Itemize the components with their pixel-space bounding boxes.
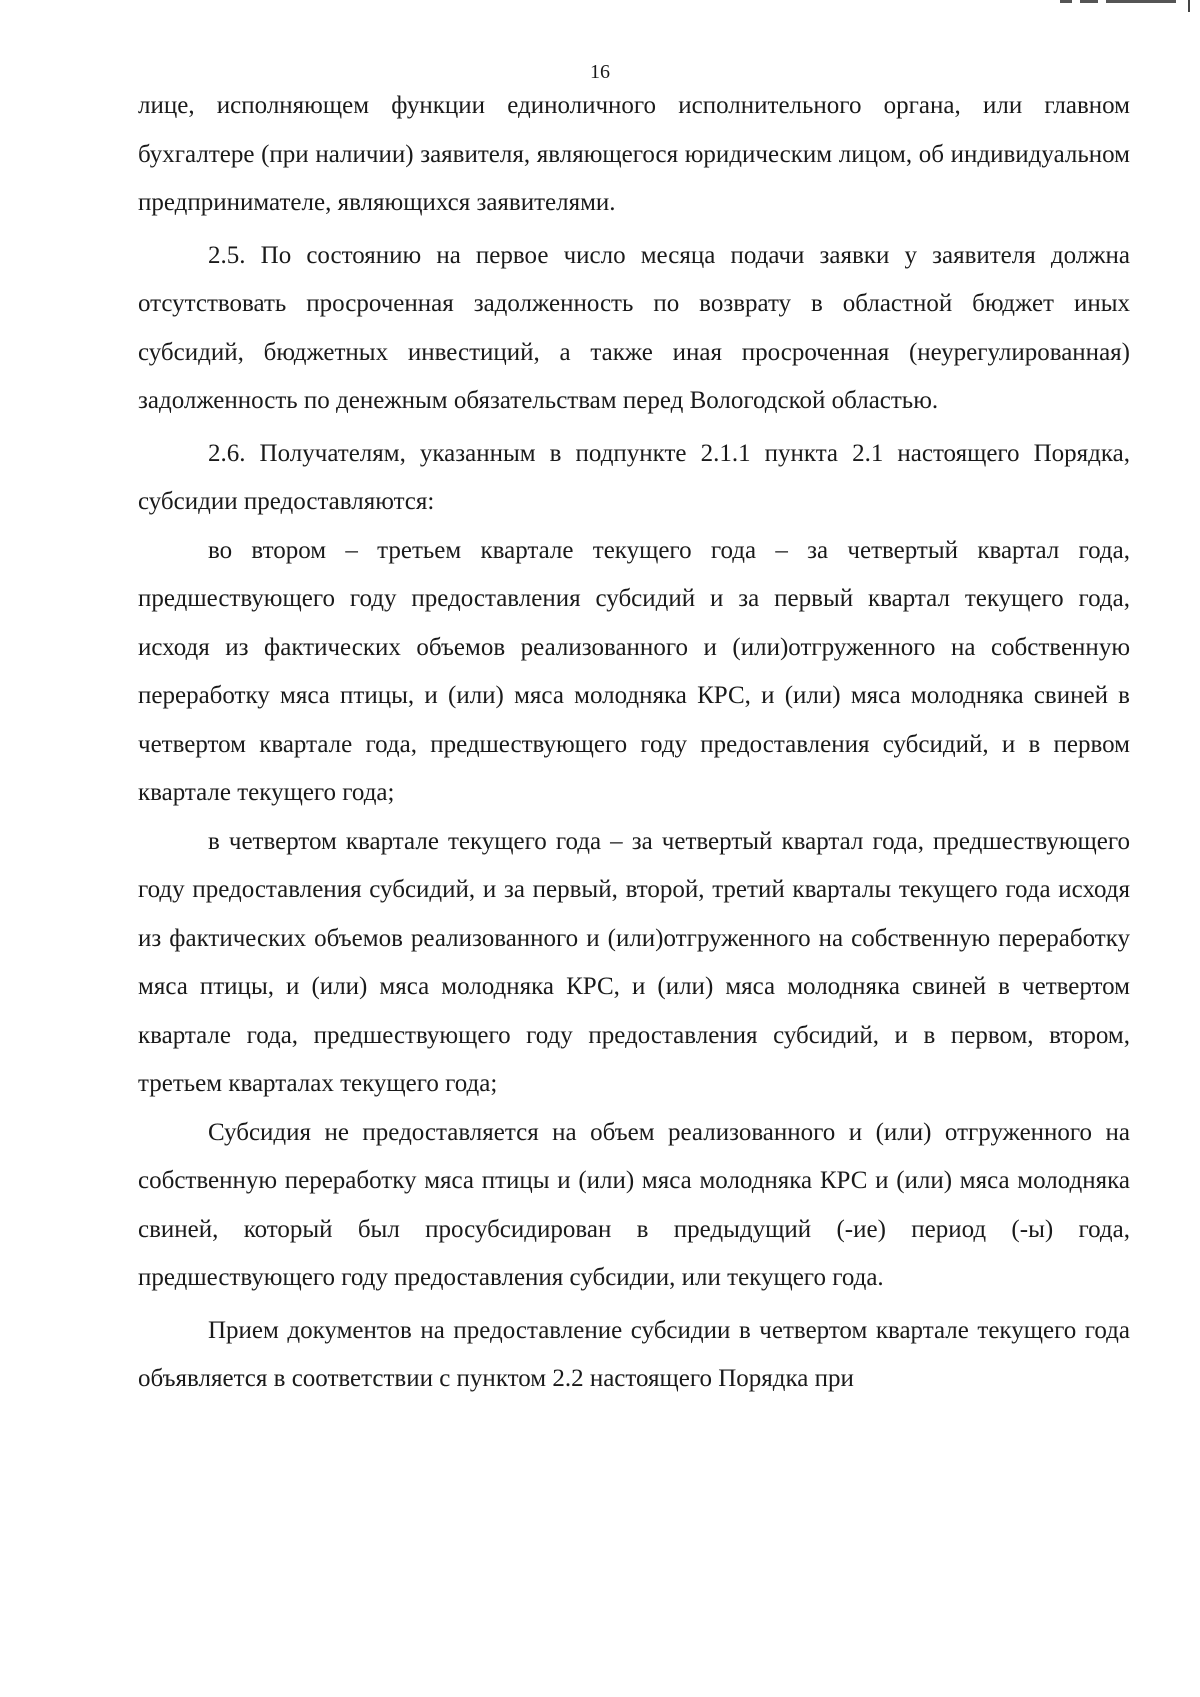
- paragraph-2-6: 2.6. Получателям, указанным в подпункте 2.1.1 пункта 2.1 настоящего Порядка, субсидии предоставляются:: [138, 439, 1130, 515]
- paragraph-subsidy-exclusion: Субсидия не предоставляется на объем реализованного и (или) отгруженного на собственную переработку мяса птицы и (или) мяса молодняка КРС и (или) мяса молодняка свиней, который был просубсидирован в предыдущий (-ие) период (-ы) года, предшествующего году предоставления субсидии, или текущего года.: [138, 1118, 1130, 1291]
- paragraph-fourth-quarter: в четвертом квартале текущего года – за четвертый квартал года, предшествующего году предоставления субсидий, и за первый, второй, третий кварталы текущего года исходя из фактических объемов реализованного и (или)отгруженного на собственную переработку мяса птицы, и (или) мяса молодняка КРС, и (или) мяса молодняка свиней в четвертом квартале года, предшествующего году предоставления субсидий, и в первом, втором, третьем кварталах текущего года;: [138, 827, 1130, 1097]
- scan-corner-mark: [1060, 0, 1200, 10]
- paragraph-2-5: 2.5. По состоянию на первое число месяца подачи заявки у заявителя должна отсутствовать просроченная задолженность по возврату в областной бюджет иных субсидий, бюджетных инвестиций, а также иная просроченная (неурегулированная) задолженность по денежным обязательствам перед Вологодской областью.: [138, 241, 1130, 414]
- document-body: [138, 82, 1130, 1404]
- paragraph-continuation: лице, исполняющем функции единоличного исполнительного органа, или главном бухгалтере (при наличии) заявителя, являющегося юридическим лицом, об индивидуальном предпринимателе, являющихся заявителями.: [138, 92, 1130, 216]
- paragraph-document-acceptance: Прием документов на предоставление субсидии в четвертом квартале текущего года объявляется в соответствии с пунктом 2.2 настоящего Порядка при: [138, 1316, 1130, 1392]
- paragraph-second-third-quarter: во втором – третьем квартале текущего года – за четвертый квартал года, предшествующего году предоставления субсидий и за первый квартал текущего года, исходя из фактических объемов реализованного и (или)отгруженного на собственную переработку мяса птицы, и (или) мяса молодняка КРС, и (или) мяса молодняка свиней в четвертом квартале года, предшествующего году предоставления субсидий, и в первом квартале текущего года;: [138, 536, 1130, 806]
- page-number: 16: [590, 61, 610, 83]
